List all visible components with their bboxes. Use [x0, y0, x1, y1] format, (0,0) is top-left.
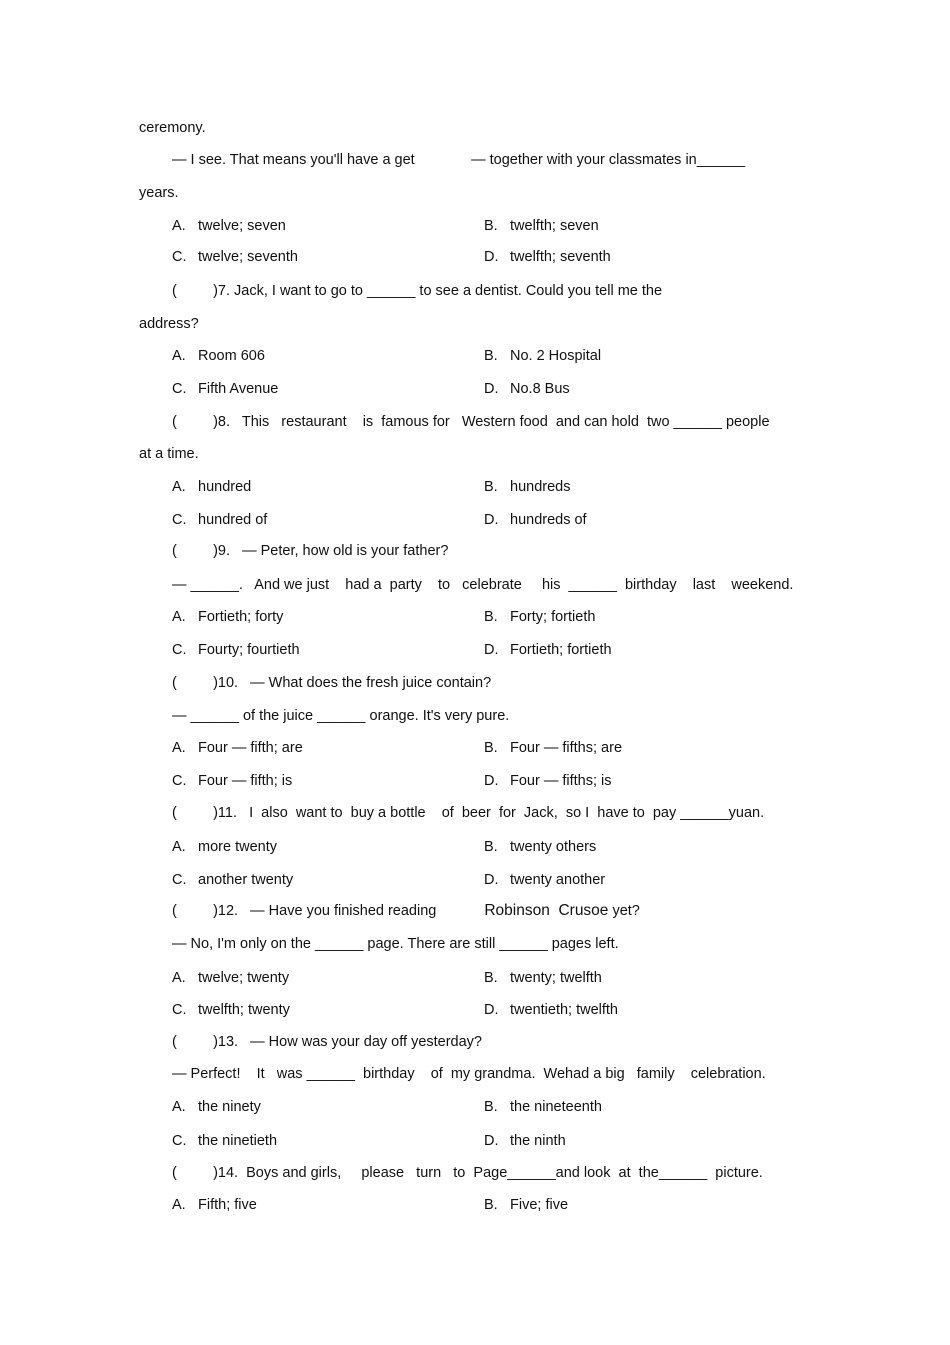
option-d: D. No.8 Bus [484, 381, 570, 397]
option-b: B. twenty; twelfth [484, 970, 602, 986]
option-c: C. the ninetieth [172, 1133, 278, 1149]
option-c: C. Fourty; fourtieth [172, 642, 300, 658]
option-b: B. Forty; fortieth [484, 609, 596, 625]
question-10: ( )10. — What does the fresh juice contain? [172, 675, 492, 691]
option-c: C. twelve; seventh [172, 249, 298, 265]
option-c: C. Four — fifth; is [172, 773, 293, 789]
option-b: B. Four — fifths; are [484, 740, 623, 756]
question-13: ( )13. — How was your day off yesterday? [172, 1034, 482, 1050]
option-a: A. Fifth; five [172, 1197, 257, 1213]
option-d: D. Four — fifths; is [484, 773, 612, 789]
option-b: B. twelfth; seven [484, 218, 599, 234]
option-a: A. Four — fifth; are [172, 740, 303, 756]
text-line: — Perfect! It was ______ birthday of my grandma. Wehad a big family celebration. [172, 1066, 766, 1082]
option-a: A. more twenty [172, 839, 277, 855]
question-12-tail: yet? [608, 903, 640, 919]
option-c: C. another twenty [172, 872, 294, 888]
option-c: C. Fifth Avenue [172, 381, 279, 397]
text-line: years. [139, 185, 179, 201]
option-b: B. Five; five [484, 1197, 569, 1213]
option-a: A. Room 606 [172, 348, 265, 364]
option-a: A. twelve; seven [172, 218, 286, 234]
question-12 [172, 901, 842, 921]
option-a: A. the ninety [172, 1099, 261, 1115]
option-b: B. twenty others [484, 839, 597, 855]
text-line: — I see. That means you'll have a get — together with your classmates in______ [172, 152, 746, 168]
option-b: B. hundreds [484, 479, 571, 495]
text-line: — ______ of the juice ______ orange. It's very pure. [172, 708, 510, 724]
question-12-stem: ( )12. — Have you finished reading [172, 903, 437, 919]
text-line: ceremony. [139, 120, 206, 136]
option-c: C. twelfth; twenty [172, 1002, 290, 1018]
option-d: D. twentieth; twelfth [484, 1002, 618, 1018]
option-a: A. Fortieth; forty [172, 609, 284, 625]
book-title: Robinson Crusoe [484, 902, 609, 919]
option-a: A. twelve; twenty [172, 970, 290, 986]
question-14: ( )14. Boys and girls, please turn to Page______and look at the______ picture. [172, 1165, 763, 1181]
option-b: B. the nineteenth [484, 1099, 602, 1115]
text-line: — No, I'm only on the ______ page. There are still ______ pages left. [172, 936, 619, 952]
option-d: D. twelfth; seventh [484, 249, 611, 265]
question-8: ( )8. This restaurant is famous for Western food and can hold two ______ people [172, 414, 770, 430]
question-9: ( )9. — Peter, how old is your father? [172, 543, 449, 559]
text-line: at a time. [139, 446, 199, 462]
option-d: D. hundreds of [484, 512, 587, 528]
option-b: B. No. 2 Hospital [484, 348, 602, 364]
option-a: A. hundred [172, 479, 252, 495]
question-7: ( )7. Jack, I want to go to ______ to see a dentist. Could you tell me the [172, 283, 663, 299]
question-11: ( )11. I also want to buy a bottle of beer for Jack, so I have to pay ______yuan. [172, 805, 765, 821]
option-d: D. the ninth [484, 1133, 566, 1149]
text-line: — ______. And we just had a party to celebrate his ______ birthday last weekend. [172, 577, 794, 593]
option-d: D. twenty another [484, 872, 606, 888]
option-d: D. Fortieth; fortieth [484, 642, 612, 658]
option-c: C. hundred of [172, 512, 268, 528]
text-line: address? [139, 316, 199, 332]
